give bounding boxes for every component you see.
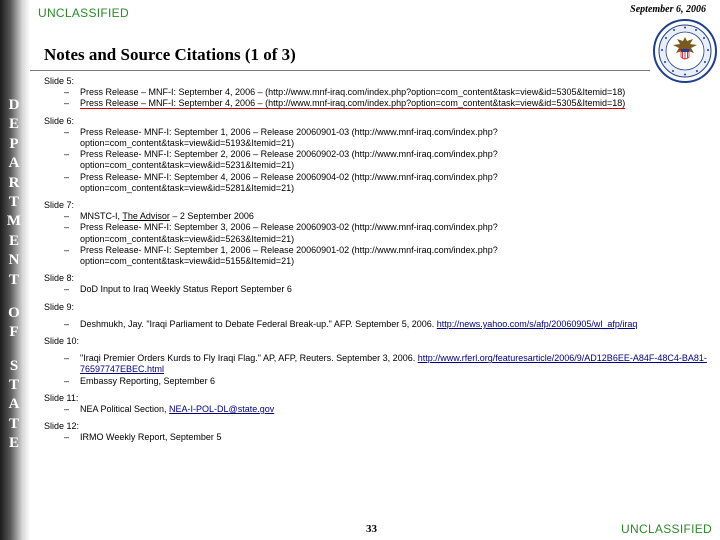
- citation-text: Press Release – MNF-I: September 4, 2006 – (http://www.mnf-iraq.com/index.php?option=com_content&task=view&id=5305&Itemid=18): [80, 87, 626, 98]
- dash-bullet: –: [64, 149, 70, 160]
- classification-header: UNCLASSIFIED: [38, 6, 129, 20]
- dash-bullet: –: [64, 87, 70, 98]
- dash-bullet: –: [64, 126, 70, 137]
- title-divider: [30, 70, 650, 71]
- citation-item: [44, 319, 716, 330]
- dash-bullet: –: [64, 171, 70, 182]
- dash-bullet: –: [64, 244, 70, 255]
- slide-label: Slide 6:: [44, 115, 75, 126]
- citation-item: [44, 149, 510, 171]
- source-notes: [44, 76, 716, 444]
- citation-link[interactable]: http://news.yahoo.com/s/afp/20060905/wl_afp/iraq: [436, 318, 638, 329]
- sidebar-gap: [0, 343, 28, 357]
- citation-item: [44, 245, 510, 267]
- citation-text: Press Release- MNF-I: September 4, 2006 – Release 20060904-02 (http://www.mnf-iraq.com/index.php?option=com_content&task=view&id=5281&Itemid=21): [80, 171, 498, 193]
- citation-item: [44, 432, 716, 443]
- citation-item: [44, 98, 716, 109]
- classification-footer: UNCLASSIFIED: [621, 522, 712, 536]
- sidebar-letters: [0, 96, 28, 454]
- citation-item: [44, 172, 510, 194]
- citation-item: [44, 284, 716, 295]
- state-department-seal-icon: [653, 19, 717, 83]
- sidebar-letter: D: [8, 97, 20, 113]
- dash-bullet: –: [64, 222, 70, 233]
- citation-item: [44, 211, 716, 222]
- sidebar-letter: T: [8, 271, 19, 288]
- citation-text: Deshmukh, Jay. "Iraqi Parliament to Debate Federal Break-up." AFP. September 5, 2006.: [80, 318, 437, 329]
- sidebar-letter: O: [8, 304, 20, 321]
- citation-text: IRMO Weekly Report, September 5: [80, 432, 222, 443]
- citation-text: Press Release- MNF-I: September 1, 2006 – Release 20060901-03 (http://www.mnf-iraq.com/index.php?option=com_content&task=view&id=5193&Itemid=21): [80, 126, 498, 149]
- sidebar-letter: A: [8, 396, 20, 413]
- citation-text: Press Release – MNF-I: September 4, 2006 – (http://www.mnf-iraq.com/index.php?option=com_content&task=view&id=5305&Itemid=18): [80, 98, 626, 109]
- sidebar-letter: S: [9, 357, 19, 374]
- sidebar-letter: T: [8, 193, 19, 210]
- sidebar-letter: F: [9, 324, 19, 341]
- document-date: September 6, 2006: [630, 4, 706, 15]
- sidebar-gap: [0, 290, 28, 304]
- sidebar-letter: A: [8, 155, 20, 172]
- email-link[interactable]: NEA-I-POL-DL@state.gov: [169, 404, 275, 415]
- slide-label: Slide 5:: [44, 76, 75, 86]
- sidebar-letter: E: [8, 232, 19, 249]
- dash-bullet: –: [64, 318, 70, 329]
- citation-item: [44, 353, 720, 375]
- citation-text: Press Release- MNF-I: September 3, 2006 – Release 20060903-02 (http://www.mnf-iraq.com/index.php?option=com_content&task=view&id=5263&Itemid=21): [80, 222, 498, 244]
- citation-text: – 2 September 2006: [169, 211, 254, 222]
- dash-bullet: –: [64, 284, 70, 295]
- page-title: Notes and Source Citations (1 of 3): [44, 45, 296, 64]
- citation-link[interactable]: http://www.rferl.org/featuresarticle/2006/9/AD12B6EE-A84F-48C4-BA81-76597747EBEC.html: [80, 353, 707, 375]
- sidebar-letter: R: [8, 174, 20, 191]
- sidebar-letter: N: [8, 252, 20, 269]
- sidebar-letter: E: [8, 435, 19, 452]
- citation-item: [44, 404, 716, 415]
- citation-text: MNSTC-I,: [80, 211, 123, 222]
- slide-label: Slide 8:: [44, 273, 75, 284]
- dash-bullet: –: [64, 98, 70, 109]
- citation-item: [44, 87, 716, 98]
- slide-label: Slide 12:: [44, 421, 80, 432]
- citation-item: [44, 222, 510, 244]
- slide-label: Slide 11:: [44, 392, 79, 403]
- sidebar-letter: T: [8, 377, 19, 394]
- sidebar-letter: E: [8, 116, 19, 133]
- citation-text: DoD Input to Iraq Weekly Status Report September 6: [80, 284, 292, 295]
- dash-bullet: –: [64, 375, 70, 386]
- page-number: 33: [366, 523, 377, 535]
- slide-label: Slide 9:: [44, 301, 75, 312]
- slide-label: Slide 7:: [44, 200, 75, 211]
- sidebar-letter: M: [6, 213, 22, 230]
- citation-text: NEA Political Section,: [80, 404, 170, 415]
- sidebar: [0, 0, 30, 540]
- citation-text: Press Release- MNF-I: September 2, 2006 – Release 20060902-03 (http://www.mnf-iraq.com/index.php?option=com_content&task=view&id=5231&Itemid=21): [80, 149, 498, 171]
- sidebar-letter: T: [8, 415, 19, 432]
- dash-bullet: –: [64, 404, 70, 415]
- citation-text: Embassy Reporting, September 6: [80, 375, 216, 386]
- citation-item: [44, 376, 716, 387]
- slide-label: Slide 10:: [44, 336, 80, 347]
- citation-item: [44, 127, 510, 149]
- sidebar-letter: P: [9, 135, 19, 152]
- dash-bullet: –: [64, 353, 70, 364]
- dash-bullet: –: [64, 211, 70, 222]
- dash-bullet: –: [64, 432, 70, 443]
- citation-text: "Iraqi Premier Orders Kurds to Fly Iraqi Flag." AP, AFP, Reuters. September 3, 2006.: [80, 353, 418, 364]
- citation-text: Press Release- MNF-I: September 1, 2006 – Release 20060901-02 (http://www.mnf-iraq.com/index.php?option=com_content&task=view&id=5155&Itemid=21): [80, 244, 498, 267]
- publication-title: The Advisor: [122, 211, 170, 222]
